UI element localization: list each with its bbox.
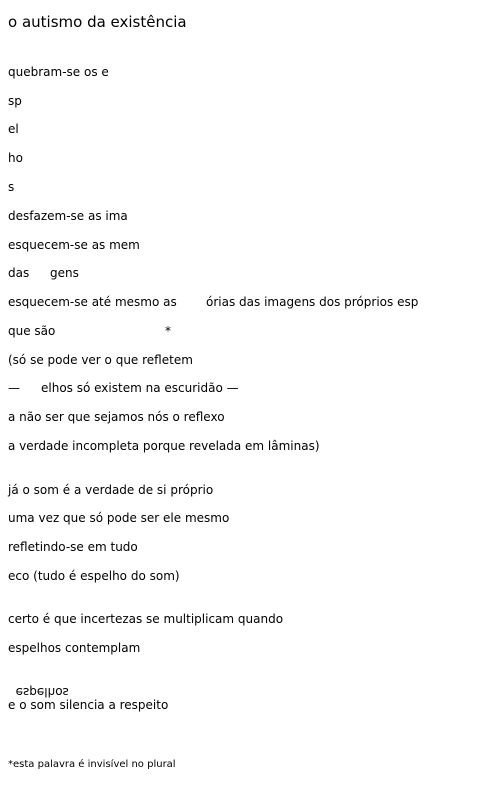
poem-line: a não ser que sejamos nós o reflexo bbox=[8, 410, 225, 424]
poem-line: certo é que incertezas se multiplicam quando bbox=[8, 612, 284, 626]
footnote: *esta palavra é invisível no plural bbox=[8, 759, 176, 770]
poem-line: já o som é a verdade de si próprio bbox=[8, 483, 214, 497]
poem-line: eco (tudo é espelho do som) bbox=[8, 569, 180, 583]
poem-line: das bbox=[8, 266, 30, 280]
poem-line-fragment: órias das imagens dos próprios esp bbox=[206, 295, 419, 309]
poem-line: ho bbox=[8, 151, 23, 165]
poem-line: — bbox=[8, 381, 20, 395]
poem-line: refletindo-se em tudo bbox=[8, 540, 138, 554]
poem-line-fragment: gens bbox=[50, 266, 79, 280]
poem-title: o autismo da existência bbox=[8, 13, 187, 31]
poem-line: esquecem-se as mem bbox=[8, 238, 140, 252]
poem-line: sp bbox=[8, 94, 22, 108]
poem-line-fragment: elhos só existem na escuridão — bbox=[41, 381, 239, 395]
poem-line: que são bbox=[8, 324, 56, 338]
mirrored-word: espelhos bbox=[15, 685, 69, 699]
poem-line: espelhos contemplam bbox=[8, 641, 141, 655]
poem-line: esquecem-se até mesmo as bbox=[8, 295, 177, 309]
poem-line: s bbox=[8, 180, 15, 194]
poem-line: quebram-se os e bbox=[8, 65, 109, 79]
poem-line: desfazem-se as ima bbox=[8, 209, 128, 223]
poem-line: (só se pode ver o que refletem bbox=[8, 353, 193, 367]
poem-line: e o som silencia a respeito bbox=[8, 698, 169, 712]
poem-line: el bbox=[8, 122, 19, 136]
footnote-marker: * bbox=[165, 324, 171, 338]
poem-line: a verdade incompleta porque revelada em lâminas) bbox=[8, 439, 320, 453]
poem-line-mirrored bbox=[8, 668, 69, 700]
poem-line: uma vez que só pode ser ele mesmo bbox=[8, 511, 230, 525]
